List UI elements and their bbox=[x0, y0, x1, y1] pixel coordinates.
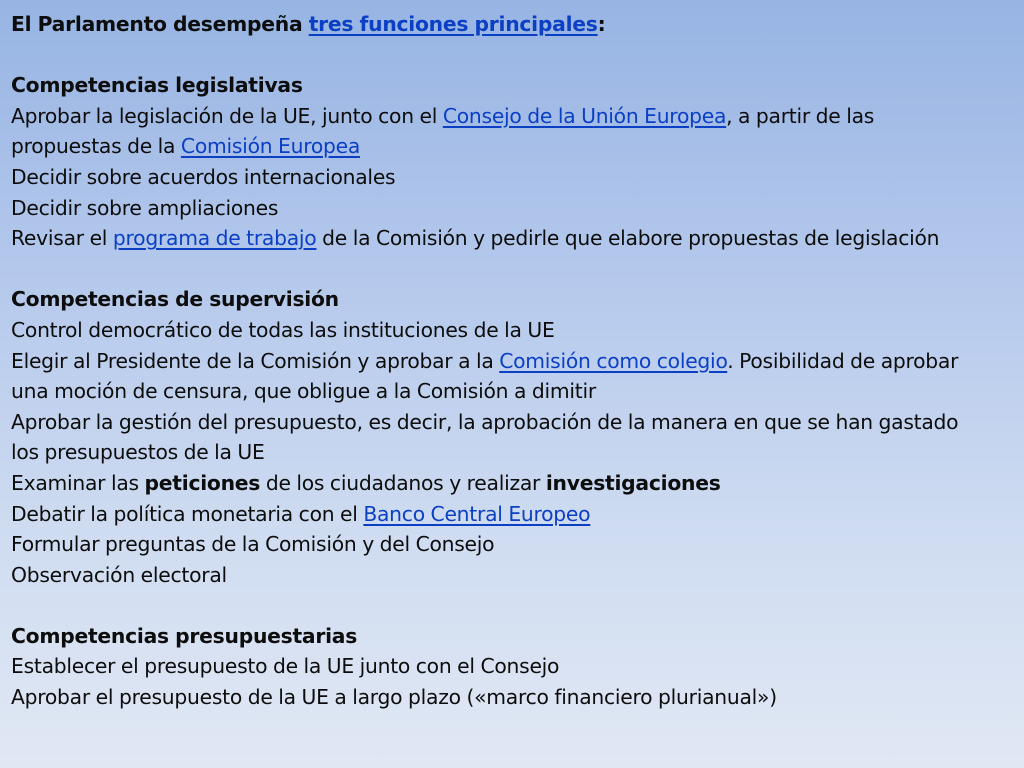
consejo-ue-link[interactable]: Consejo de la Unión Europea bbox=[442, 103, 727, 128]
slide-content bbox=[11, 9, 1016, 713]
supervisory-item-petitions: Examinar las peticiones de los ciudadanos y realizar investigaciones bbox=[11, 470, 721, 495]
spacer bbox=[11, 254, 1016, 285]
supervisory-heading: Competencias de supervisión bbox=[11, 287, 339, 312]
supervisory-item-discharge: Aprobar la gestión del presupuesto, es decir, la aprobación de la manera en que se han gastado bbox=[11, 409, 959, 434]
supervisory-item-questions: Formular preguntas de la Comisión y del Consejo bbox=[11, 532, 495, 557]
intro-line bbox=[11, 9, 1016, 40]
programa-trabajo-link[interactable]: programa de trabajo bbox=[112, 226, 317, 251]
budgetary-item-longterm: Aprobar el presupuesto de la UE a largo plazo («marco financiero plurianual») bbox=[11, 685, 777, 710]
supervisory-item-control: Control democrático de todas las instituciones de la UE bbox=[11, 317, 555, 342]
legislative-item-review: Revisar el programa de trabajo de la Comisión y pedirle que elabore propuestas de legislación bbox=[11, 226, 940, 251]
banco-central-europeo-link[interactable]: Banco Central Europeo bbox=[363, 501, 591, 526]
supervisory-item-elect-cont: una moción de censura, que obligue a la Comisión a dimitir bbox=[11, 379, 596, 404]
tres-funciones-link[interactable]: tres funciones principales bbox=[308, 12, 598, 36]
supervisory-item-discharge-cont: los presupuestos de la UE bbox=[11, 440, 265, 465]
supervisory-item-elect: Elegir al Presidente de la Comisión y aprobar a la Comisión como colegio. Posibilidad de aprobar bbox=[11, 348, 959, 373]
legislative-heading: Competencias legislativas bbox=[11, 73, 303, 98]
legislative-item-enlargements: Decidir sobre ampliaciones bbox=[11, 195, 279, 220]
intro-text: El Parlamento desempeña tres funciones principales: bbox=[11, 12, 606, 36]
supervisory-item-monetary: Debatir la política monetaria con el Banco Central Europeo bbox=[11, 501, 591, 526]
supervisory-item-observation: Observación electoral bbox=[11, 562, 227, 587]
legislative-item-approve: Aprobar la legislación de la UE, junto con el Consejo de la Unión Europea, a partir de las bbox=[11, 103, 875, 128]
comision-colegio-link[interactable]: Comisión como colegio bbox=[499, 348, 728, 373]
comision-europea-link[interactable]: Comisión Europea bbox=[180, 134, 361, 159]
legislative-item-approve-cont: propuestas de la Comisión Europea bbox=[11, 134, 361, 159]
budgetary-heading: Competencias presupuestarias bbox=[11, 623, 358, 648]
budgetary-item-establish: Establecer el presupuesto de la UE junto con el Consejo bbox=[11, 654, 560, 679]
spacer bbox=[11, 40, 1016, 71]
spacer bbox=[11, 590, 1016, 621]
legislative-item-agreements: Decidir sobre acuerdos internacionales bbox=[11, 164, 396, 189]
